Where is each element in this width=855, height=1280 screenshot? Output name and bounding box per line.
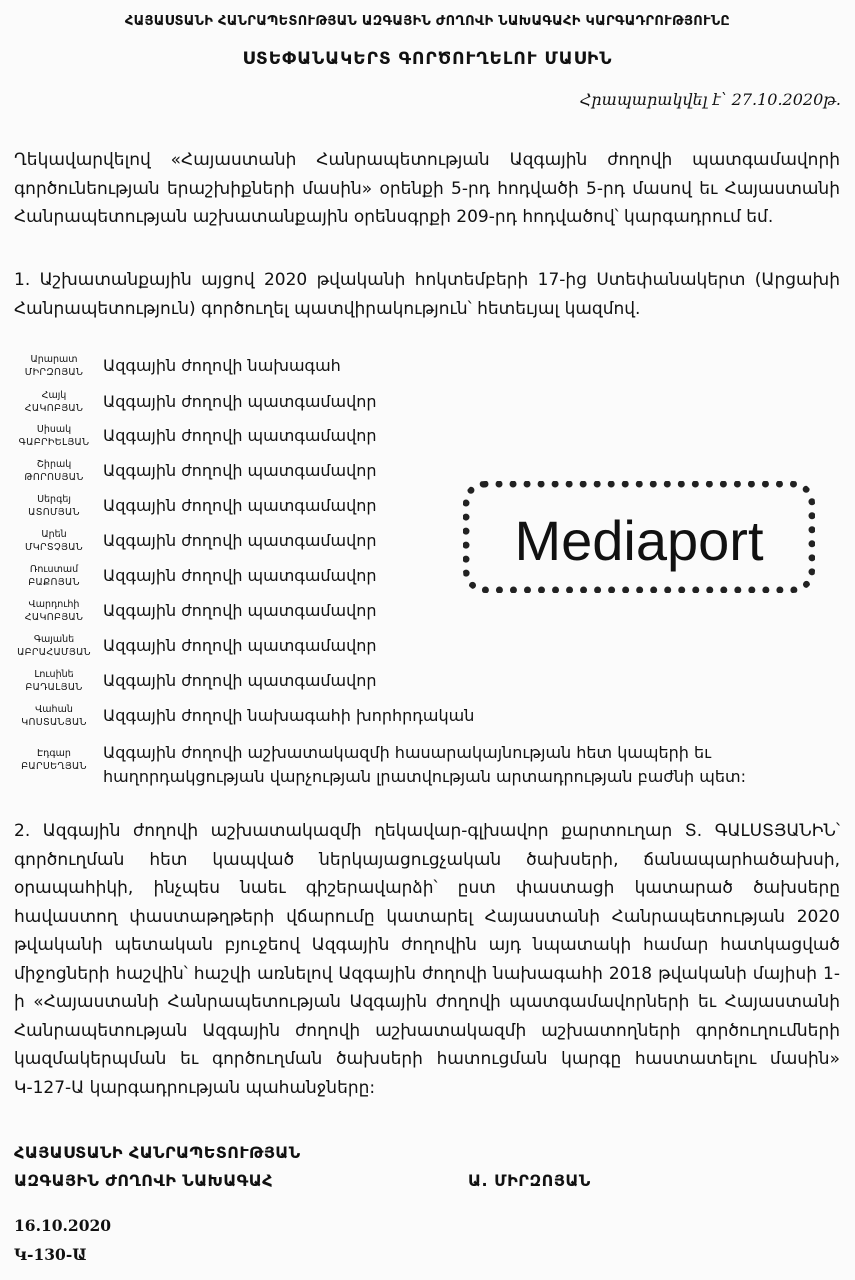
member-role: Ազգային ժողովի պատգամավոր [103,461,377,480]
document-title: ՍՏԵՓԱՆԱԿԵՐՏ ԳՈՐԾՈՒՂԵԼՈՒ ՄԱՍԻՆ [242,49,613,69]
member-row [0,668,520,702]
member-name [10,528,98,554]
member-name [10,353,98,379]
member-name [10,493,98,519]
member-row [0,458,520,492]
member-last-name: ԹՈՐՈՍՅԱՆ [24,472,84,483]
member-name [10,598,98,624]
member-role: Ազգային ժողովի պատգամավոր [103,636,377,655]
member-first-name: Հայկ [41,390,67,401]
member-row [0,633,520,667]
member-row [0,528,520,562]
member-last-name: ԳԱԲՐԻԵԼՅԱՆ [18,437,90,448]
member-role: Ազգային ժողովի պատգամավոր [103,531,377,550]
member-last-name: ԱԲՐԱՀԱՄՅԱՆ [17,647,91,658]
member-first-name: Սիսակ [36,424,72,435]
member-name [10,389,98,415]
member-first-name: Լուսինե [34,669,74,680]
member-last-name: ՄԻՐԶՈՅԱՆ [24,367,84,378]
member-role: Ազգային ժողովի պատգամավոր [103,601,377,620]
member-row [0,563,520,597]
member-row [0,743,800,786]
member-row [0,353,520,387]
member-last-name: ԿՈՍՏԱՆՅԱՆ [21,717,87,728]
signature-title-line-2: ԱԶԳԱՅԻՆ ԺՈՂՈՎԻ ՆԱԽԱԳԱՀ [14,1171,273,1190]
point-1-paragraph: 1. Աշխատանքային այցով 2020 թվականի հոկտեմբերի 17-ից Ստեփանակերտ (Արցախի Հանրապետություն) գործուղել պատվիրակություն՝ հետեւյալ կազմով. [14,270,840,319]
member-first-name: Էդգար [37,748,71,759]
member-row [0,703,520,737]
document-number: Կ-130-Ա [14,1245,87,1264]
member-role: Ազգային ժողովի պատգամավոր [103,392,377,411]
member-role: Ազգային ժողովի պատգամավոր [103,671,377,690]
member-first-name: Արարատ [30,354,78,365]
intro-paragraph: Ղեկավարվելով «Հայաստանի Հանրապետության Ազգային ժողովի պատգամավորի գործունեության երաշխիքների մասին» օրենքի 5-րդ հոդվածի 5-րդ մասով եւ Հայաստանի Հանրապետության աշխատանքային օրենսգրքի 209-րդ հոդվածով՝ կարգադրում եմ. [14,150,840,227]
member-first-name: Վահան [35,704,73,715]
member-role: Ազգային ժողովի նախագահ [103,356,341,375]
issuing-authority: ՀԱՅԱՍՏԱՆԻ ՀԱՆՐԱՊԵՏՈՒԹՅԱՆ ԱԶԳԱՅԻՆ ԺՈՂՈՎԻ ՆԱԽԱԳԱՀԻ ԿԱՐԳԱԴՐՈՒԹՅՈՒՆԸ [124,14,731,29]
member-name [10,423,98,449]
member-row [0,493,520,527]
member-last-name: ՄԿՐՏՉՅԱՆ [24,542,84,553]
member-role: Ազգային ժողովի աշխատակազմի հասարակայնության հետ կապերի եւ հաղորդակցության վարչության լրատվության արտադրության բաժնի պետ: [103,743,746,786]
publication-date: Հրապարակվել է՝ 27.10.2020թ. [579,90,841,109]
document-date: 16.10.2020 [14,1216,112,1235]
member-role: Ազգային ժողովի պատգամավոր [103,426,377,445]
member-row [0,598,520,632]
member-name [10,633,98,659]
member-first-name: Գայանե [33,634,75,645]
member-role: Ազգային ժողովի պատգամավոր [103,496,377,515]
member-name [10,747,98,773]
member-last-name: ՀԱԿՈԲՅԱՆ [24,612,84,623]
member-first-name: Ռուստամ [29,564,79,575]
member-first-name: Շիրակ [36,459,72,470]
member-first-name: Սերգեյ [37,494,71,505]
member-last-name: ԱՏՈՄՅԱՆ [28,507,80,518]
watermark-text: Mediaport [514,509,764,572]
member-last-name: ԲԱԴԱԼՅԱՆ [25,682,83,693]
member-name [10,563,98,589]
member-name [10,668,98,694]
member-first-name: Վարդուհի [28,599,80,610]
signatory-name: Ա. ՄԻՐԶՈՅԱՆ [468,1171,591,1190]
point-2-paragraph: 2. Ազգային ժողովի աշխատակազմի ղեկավար-գլխավոր քարտուղար Տ. ԳԱԼՍՏՅԱՆԻՆ՝ գործուղման հետ կապված ներկայացուցչական ծախսերի, ճանապարհածախսի, օրապահիկի, ինչպես նաեւ գիշերավարձի՝ ըստ փաստացի կատարած ծախսերը հավաստող փաստաթղթերի վճարումը կատարել Հայաստանի Հանրապետության 2020 թվականի պետական բյուջեով Ազգային ժողովին այդ նպատակի համար հատկացված միջոցների հաշվին՝ հաշվի առնելով Ազգային ժողովի նախագահի 2018 թվականի մայիսի 1-ի «Հայաստանի Հանրապետության Ազգային ժողովի պատգամավորների եւ Հայաստանի Հանրապետության Ազգային ժողովի աշխատակազմի աշխատողների գործուղումների կազմակերպման եւ գործուղման ծախսերի հատուցման կարգը հաստատելու մասին» Կ-127-Ա կարգադրության պահանջները: [14,821,840,1098]
member-name [10,703,98,729]
member-name [10,458,98,484]
member-last-name: ԲԱՐՍԵՂՅԱՆ [21,761,87,772]
member-row [0,423,520,457]
member-row [0,389,520,423]
mediaport-watermark [463,481,815,593]
member-role: Ազգային ժողովի նախագահի խորհրդական [103,706,475,725]
signature-title-line-1: ՀԱՅԱՍՏԱՆԻ ՀԱՆՐԱՊԵՏՈՒԹՅԱՆ [14,1143,301,1162]
member-last-name: ՀԱԿՈԲՅԱՆ [24,403,84,414]
member-first-name: Արեն [41,529,67,540]
member-role: Ազգային ժողովի պատգամավոր [103,566,377,585]
member-last-name: ԲԱՔՈՅԱՆ [28,577,80,588]
